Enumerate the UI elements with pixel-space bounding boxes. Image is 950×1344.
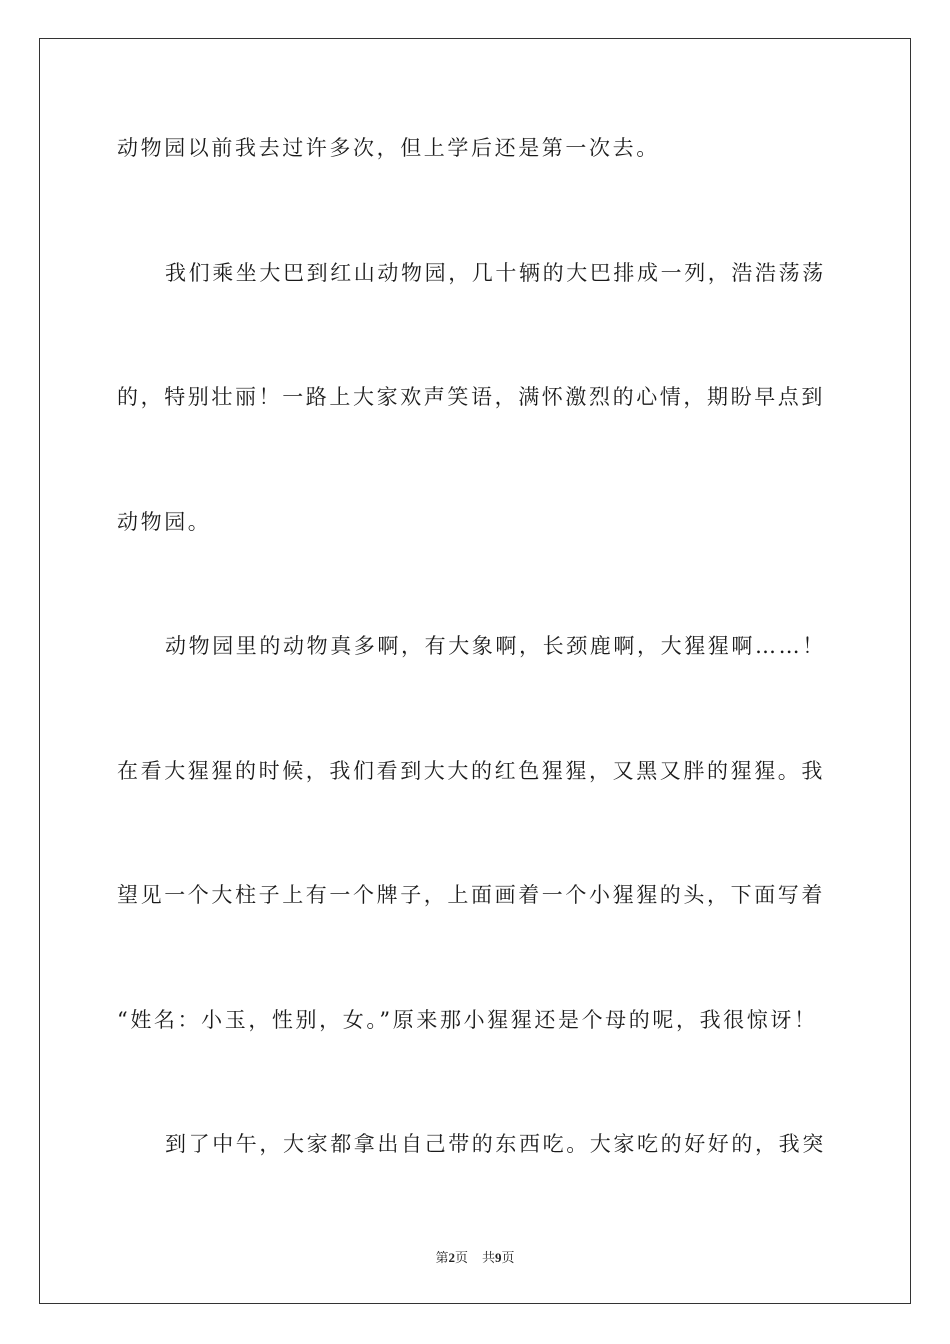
page-total: 9 xyxy=(495,1250,502,1265)
text-line-7: 望见一个大柱子上有一个牌子，上面画着一个小猩猩的头，下面写着 xyxy=(117,883,825,907)
page-current: 2 xyxy=(448,1250,455,1265)
total-prefix: 共 xyxy=(482,1251,496,1266)
page-footer xyxy=(0,1247,950,1266)
page-prefix: 第 xyxy=(435,1251,449,1266)
page-border xyxy=(39,38,911,1304)
page-suffix: 页 xyxy=(454,1251,468,1266)
text-line-6: 在看大猩猩的时候，我们看到大大的红色猩猩，又黑又胖的猩猩。我 xyxy=(117,759,825,783)
total-suffix: 页 xyxy=(501,1251,515,1266)
text-line-8: “姓名：小玉，性别，女。”原来那小猩猩还是个母的呢，我很惊讶！ xyxy=(117,1008,818,1032)
text-line-2: 我们乘坐大巴到红山动物园，几十辆的大巴排成一列，浩浩荡荡 xyxy=(165,261,826,285)
text-line-5: 动物园里的动物真多啊，有大象啊，长颈鹿啊，大猩猩啊……！ xyxy=(165,634,826,658)
text-line-3: 的，特别壮丽！一路上大家欢声笑语，满怀激烈的心情，期盼早点到 xyxy=(117,385,825,409)
text-line-1: 动物园以前我去过许多次，但上学后还是第一次去。 xyxy=(117,136,660,160)
text-line-9: 到了中午，大家都拿出自己带的东西吃。大家吃的好好的，我突 xyxy=(165,1132,826,1156)
text-line-4: 动物园。 xyxy=(117,510,212,534)
